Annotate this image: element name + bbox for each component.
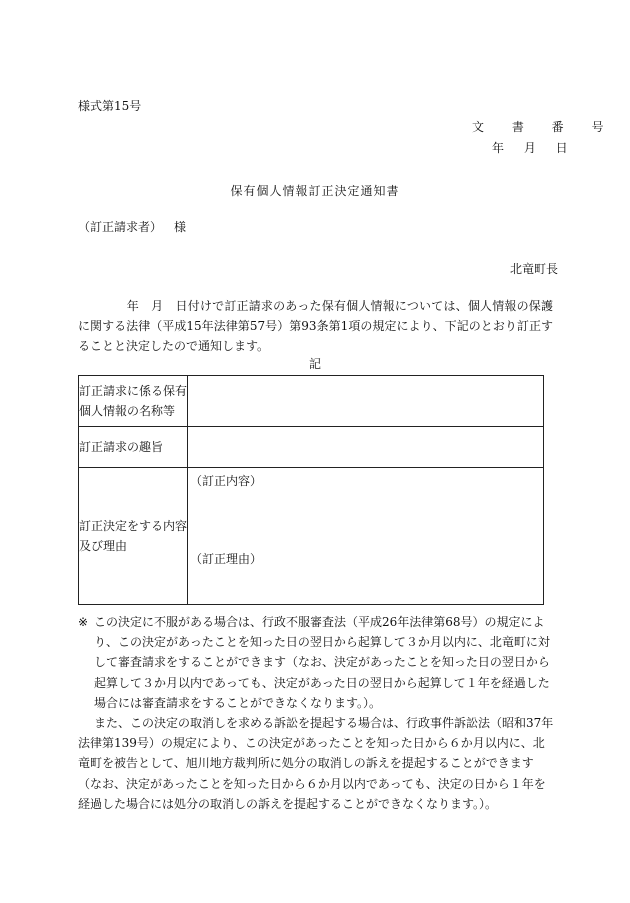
row3-value: [188, 468, 544, 605]
document-title: 保有個人情報訂正決定通知書: [230, 184, 400, 198]
recipient-line: [78, 218, 186, 235]
row1-label: 訂正請求に係る保有個人情報の名称等: [79, 376, 188, 427]
note-paragraph-1: [78, 612, 554, 713]
recipient-honorific: 様: [174, 220, 187, 234]
recipient-label: （訂正請求者）: [78, 220, 163, 234]
correction-reason-label: （訂正理由）: [190, 552, 263, 566]
form-number: 様式第15号: [78, 99, 142, 113]
ki-heading: 記: [308, 357, 321, 371]
appeal-note: [78, 612, 554, 814]
document-number-label: 文 書 番 号: [472, 120, 616, 134]
table-row: [79, 376, 544, 427]
issuer: 北竜町長: [510, 262, 559, 276]
decision-table: [78, 375, 544, 605]
body-paragraph: 年 月 日付けで訂正請求のあった保有個人情報については、個人情報の保護に関する法律（平成15年法律第57号）第93条第1項の規定により、下記のとおり訂正することと決定したので通知します。: [78, 299, 553, 353]
note-paragraph-1-text: この決定に不服がある場合は、行政不服審査法（平成26年法律第68号）の規定により、この決定があったことを知った日の翌日から起算して３か月以内に、北竜町に対して審査請求をすることができます（なお、決定があったことを知った日の翌日から起算して３か月以内であっても、決定があった日の翌日から起算して１年を経過した場合には審査請求をすることができなくなります。）。: [94, 615, 550, 710]
note-mark: ※: [78, 615, 89, 629]
row2-label: 訂正請求の趣旨: [79, 427, 188, 468]
body-text: [78, 296, 553, 356]
note-paragraph-2: また、この決定の取消しを求める訴訟を提起する場合は、行政事件訴訟法（昭和37年法律第139号）の規定により、この決定があったことを知った日から６か月以内に、北竜町を被告として、旭川地方裁判所に処分の取消しの訴えを提起することができます（なお、決定があったことを知った日から６か月以内であっても、決定の日から１年を経過した場合には処分の取消しの訴えを提起することができなくなります。）。: [78, 716, 554, 811]
date-line: 年 月 日: [492, 141, 576, 155]
row1-value: [188, 376, 544, 427]
correction-content-label: （訂正内容）: [190, 474, 263, 488]
row3-label: 訂正決定をする内容及び理由: [79, 468, 188, 605]
table-row: [79, 427, 544, 468]
row2-value: [188, 427, 544, 468]
table-row: [79, 468, 544, 605]
